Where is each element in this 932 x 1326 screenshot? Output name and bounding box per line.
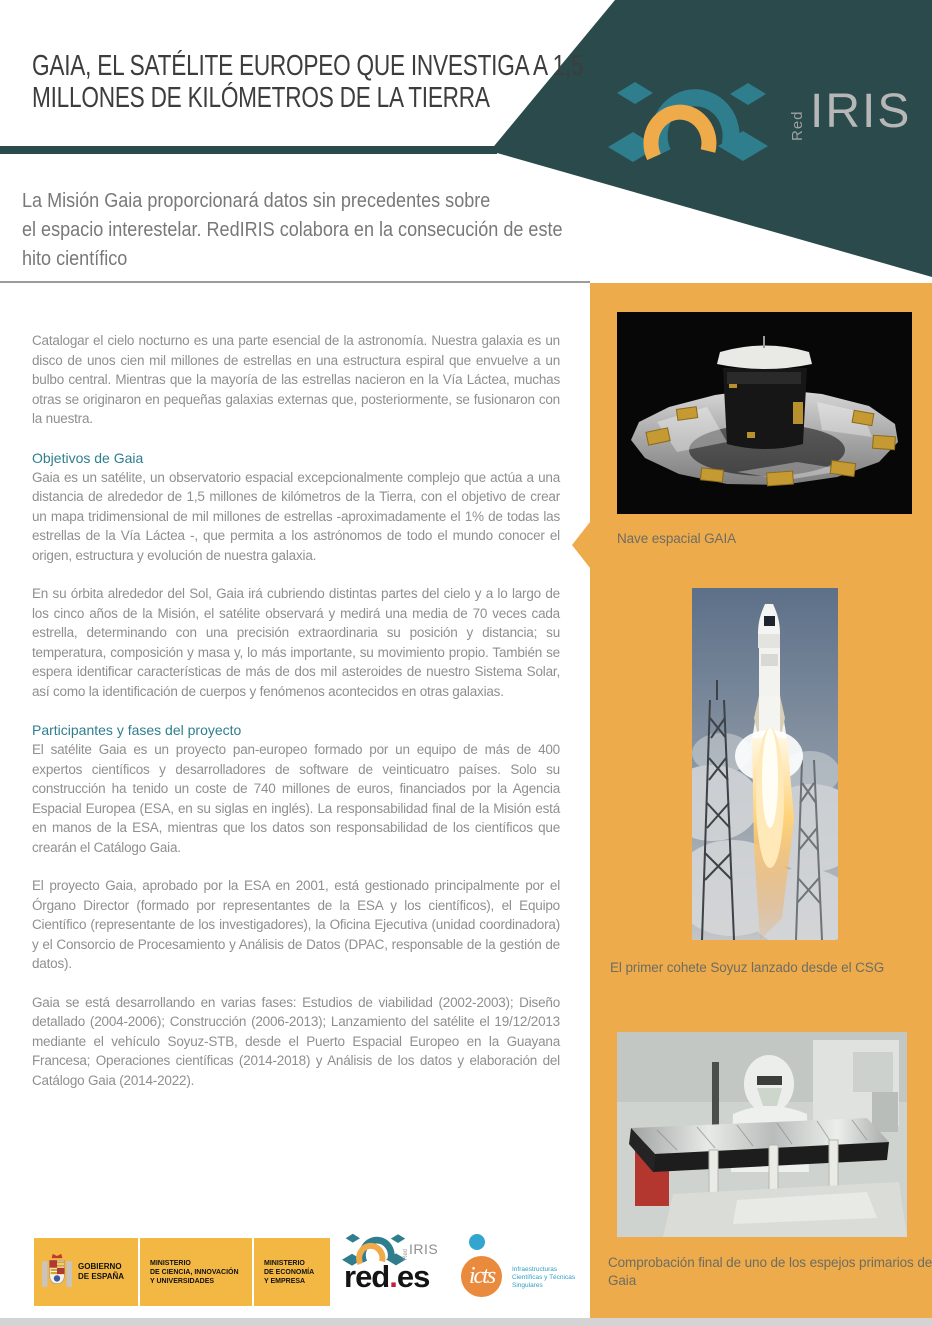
paragraph-fases: Gaia se está desarrollando en varias fases: Estudios de viabilidad (2002-2003); Diseño detallado (2004-2006); Construcción (2006-2013); Lanzamiento del satélite el 19/12/2013 mediante el vehículo Soyuz-STB, desde el Puerto Espacial Europeo en la Guayana Francesa; Operaciones científicas (2014-2018) y Análisis de los datos y elaboración del Catálogo Gaia (2014-2022). (32, 994, 560, 1088)
icts-label (512, 1266, 575, 1290)
redes-rediris-iris-label: IRIS (409, 1241, 439, 1257)
spain-coat-of-arms-icon (41, 1250, 73, 1294)
subtitle-line3: hito científico (22, 247, 128, 270)
teal-rule (0, 146, 497, 154)
ministerio-ciencia-line1: MINISTERIO (150, 1259, 191, 1267)
redes-tld: es (396, 1259, 430, 1294)
paragraph-participantes: El satélite Gaia es un proyecto pan-europeo formado por un equipo de más de 400 expertos científicos y desarrolladores de software de veinticuatro países. Solo su construcción ha tenido un coste de 740 millones de euros, financiados por la Agencia Espacial Europea (ESA, en su siglas en inglés). La responsabilidad final de la Misión está en manos de la ESA, mientras que los datos son responsabilidad de los científicos que crearán el Catálogo Gaia. (32, 742, 560, 855)
header-divider (0, 281, 590, 283)
gobierno-espana-label: GOBIERNO DE ESPAÑA (78, 1262, 125, 1281)
paragraph-objetivos: Gaia es un satélite, un observatorio espacial excepcionalmente complejo que actúa a una distancia de alrededor de 1,5 millones de kilómetros de la Tierra, con el objetivo de crear un mapa tridimensional de mil millones de estrellas -aproximadamente el 1% de todas las estrellas de la Vía Láctea -, que permita a los astrónomos de todo el mundo conocer el origen, estructura y evolución de nuestra galaxia. (32, 469, 560, 563)
redes-dot: . (389, 1259, 397, 1294)
ministerio-economia-logo (254, 1238, 330, 1306)
rediris-logo-iris-label: IRIS (810, 85, 912, 138)
icts-line2: Científicas y Técnicas (512, 1274, 576, 1281)
rediris-logo-red-label: Red (789, 110, 806, 141)
section-heading-objetivos: Objetivos de Gaia (32, 449, 144, 466)
ministerio-ciencia-line2: DE CIENCIA, INNOVACIÓN (150, 1268, 239, 1276)
page-title-line2: MILLONES DE KILÓMETROS DE LA TIERRA (32, 81, 490, 114)
subtitle-line1: La Misión Gaia proporcionará datos sin precedentes sobre (22, 189, 491, 212)
ministerio-economia-line3: Y EMPRESA (264, 1277, 306, 1285)
paragraph-intro: Catalogar el cielo nocturno es una parte esencial de la astronomía. Nuestra galaxia es un disco de unos cien mil millones de estrellas en una estructura espiral que envuelve a un bulbo central. Mientras que la mayoría de las estrellas nacieron en la Vía Láctea, muchas otras se originaron en pequeñas galaxias externas que, posteriormente, se fusionaron con la nuestra. (32, 333, 560, 426)
icts-line1: Infraestructuras (512, 1266, 558, 1273)
redes-logo (344, 1259, 429, 1295)
subtitle (22, 186, 563, 273)
sidebar-notch (572, 522, 590, 568)
page-title (32, 51, 583, 114)
icts-line3: Singulares (512, 1282, 543, 1289)
icts-monogram: icts (468, 1263, 495, 1289)
ministerio-ciencia-logo (140, 1238, 252, 1306)
paragraph-gestion: El proyecto Gaia, aprobado por la ESA en 2001, está gestionado principalmente por el Órgano Director (formado por representantes de la ESA y los científicos), el Equipo Científico (representante de los investigadores), la Oficina Ejecutiva (unidad coordinadora) y el Consorcio de Procesamiento y Análisis de Datos (DPAC, responsable de la gestión de datos). (32, 878, 560, 971)
caption-soyuz-launch: El primer cohete Soyuz lanzado desde el CSG (610, 960, 885, 975)
page-title-line1: GAIA, EL SATÉLITE EUROPEO QUE INVESTIGA A 1,5 (32, 50, 584, 82)
gobierno-espana-logo (34, 1238, 138, 1306)
gaia-spacecraft-image (617, 312, 912, 514)
paragraph-orbita: En su órbita alrededor del Sol, Gaia irá cubriendo distintas partes del cielo y a lo largo de los cinco años de la Misión, el satélite observará y medirá una media de 70 veces cada estrella, determinando con una precisión extraordinaria su posición y distancia; su temperatura, composición y masa y, lo más importante, su movimiento propio. También se espera identificar características de más de dos mil asteroides de nuestro Sistema Solar, así como la identificación de cuerpos y fenómenos acontecidos en otras galaxias. (32, 586, 560, 699)
section-heading-participantes: Participantes y fases del proyecto (32, 722, 242, 738)
ministerio-economia-line1: MINISTERIO (264, 1259, 305, 1267)
caption-mirror-check: Comprobación final de uno de los espejos primarios de Gaia (608, 1255, 932, 1288)
article-column (32, 331, 560, 1109)
ministerio-ciencia-line3: Y UNIVERSIDADES (150, 1277, 215, 1285)
icts-logo-icon (461, 1256, 502, 1297)
soyuz-launch-image (692, 588, 838, 940)
page-bottom-strip (0, 1318, 932, 1326)
redes-rediris-red-label: Red (403, 1248, 409, 1260)
mirror-check-image (617, 1032, 907, 1237)
caption-gaia-spacecraft: Nave espacial GAIA (617, 531, 737, 546)
ministerio-economia-line2: DE ECONOMÍA (264, 1268, 315, 1276)
redes-brand: red (344, 1259, 390, 1294)
icts-blue-dot-icon (469, 1234, 485, 1250)
subtitle-line2: el espacio interestelar. RedIRIS colabora en la consecución de este (22, 218, 563, 241)
